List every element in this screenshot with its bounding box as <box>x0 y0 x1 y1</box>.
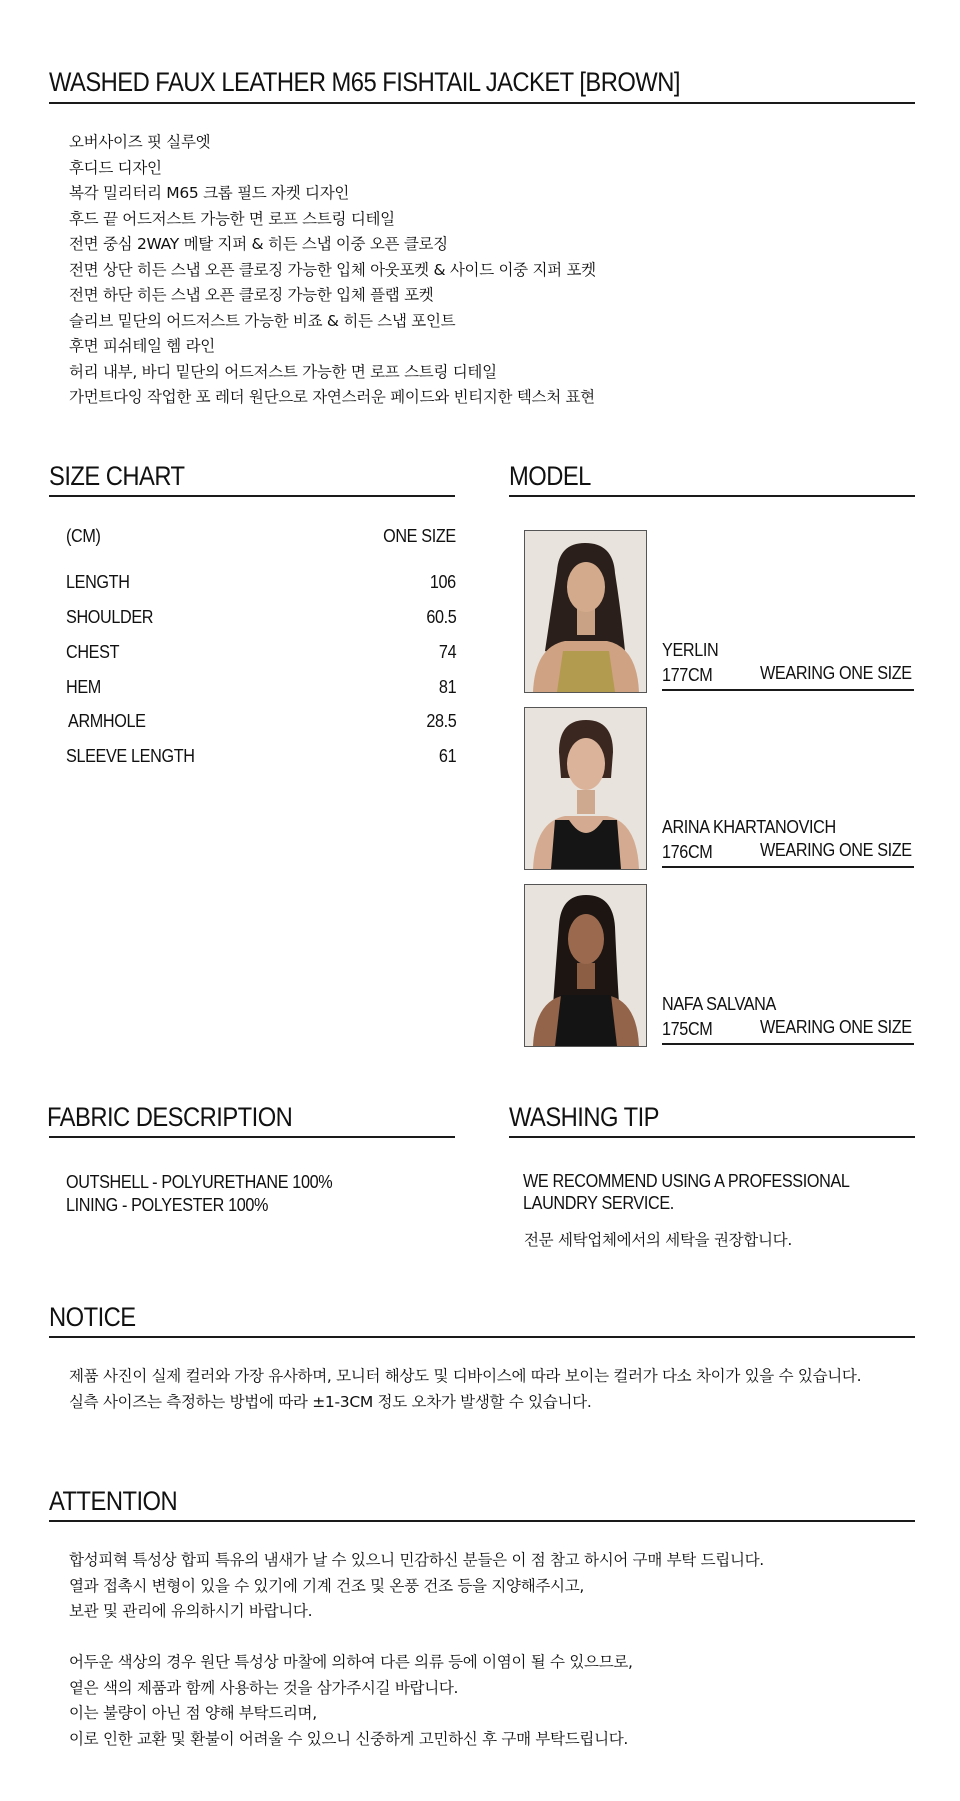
feature-item: 후디드 디자인 <box>69 158 162 177</box>
portrait-image <box>525 708 646 869</box>
fabric-line: OUTSHELL - POLYURETHANE 100% <box>66 1172 333 1192</box>
size-row <box>66 607 456 631</box>
size-row <box>66 677 456 701</box>
model-height: 176CM <box>662 842 713 862</box>
attention-line: 보관 및 관리에 유의하시기 바랍니다. <box>69 1602 313 1620</box>
size-row-value: 74 <box>438 642 456 662</box>
size-row-label: SHOULDER <box>66 607 154 627</box>
attention-line: 어두운 색상의 경우 원단 특성상 마찰에 의하여 다른 의류 등에 이염이 될 수 있으므로, <box>69 1653 633 1671</box>
portrait-image <box>525 885 646 1046</box>
washing-line: WE RECOMMEND USING A PROFESSIONAL <box>523 1171 850 1191</box>
attention-line: 이는 불량이 아닌 점 양해 부탁드리며, <box>69 1704 317 1722</box>
washing-heading: WASHING TIP <box>509 1102 659 1132</box>
model-wearing: WEARING ONE SIZE <box>760 663 912 683</box>
model-name: NAFA SALVANA <box>662 994 776 1014</box>
model-divider <box>509 495 915 497</box>
size-row <box>66 642 456 666</box>
notice-line: 실측 사이즈는 측정하는 방법에 따라 ±1-3CM 정도 오차가 발생할 수 있습니다. <box>69 1392 592 1411</box>
size-row-value: 28.5 <box>425 711 456 731</box>
size-row-label: SLEEVE LENGTH <box>66 746 195 766</box>
size-row <box>66 711 456 735</box>
size-row <box>66 746 456 770</box>
feature-item: 복각 밀리터리 M65 크롭 필드 자켓 디자인 <box>69 184 350 202</box>
model-name: YERLIN <box>662 640 719 660</box>
size-row-label: LENGTH <box>66 572 130 592</box>
fabric-divider <box>49 1136 455 1138</box>
fabric-line: LINING - POLYESTER 100% <box>66 1195 269 1215</box>
attention-heading: ATTENTION <box>49 1486 178 1516</box>
portrait-image <box>525 531 646 692</box>
attention-block-1 <box>69 1548 764 1625</box>
attention-line: 이로 인한 교환 및 환불이 어려울 수 있으니 신중하게 고민하신 후 구매 부탁드립니다. <box>69 1729 629 1748</box>
fabric-heading: FABRIC DESCRIPTION <box>47 1102 293 1132</box>
model-name: ARINA KHARTANOVICH <box>662 817 836 837</box>
attention-line: 옅은 색의 제품과 함께 사용하는 것을 삼가주시길 바랍니다. <box>69 1678 459 1697</box>
notice-heading: NOTICE <box>49 1302 136 1332</box>
model-divider-line <box>662 1043 914 1045</box>
model-height: 177CM <box>662 665 713 685</box>
size-label: ONE SIZE <box>383 526 456 546</box>
feature-item: 허리 내부, 바디 밑단의 어드저스트 가능한 면 로프 스트링 디테일 <box>69 362 497 381</box>
size-row-value: 81 <box>438 677 456 697</box>
washing-line-kr: 전문 세탁업체에서의 세탁을 권장합니다. <box>524 1231 792 1249</box>
attention-block-2 <box>69 1650 633 1752</box>
size-row <box>66 572 456 596</box>
feature-item: 후면 피쉬테일 헴 라인 <box>69 337 215 355</box>
model-divider-line <box>662 866 914 868</box>
feature-item: 전면 상단 히든 스냅 오픈 클로징 가능한 입체 아웃포켓 & 사이드 이중 지퍼 포켓 <box>69 260 596 279</box>
feature-item: 오버사이즈 핏 실루엣 <box>69 133 211 151</box>
unit-label: (CM) <box>66 526 101 546</box>
model-photo <box>524 530 647 693</box>
model-divider-line <box>662 689 914 691</box>
size-row-value: 106 <box>430 572 456 592</box>
feature-item: 전면 하단 히든 스냅 오픈 클로징 가능한 입체 플랩 포켓 <box>69 286 434 304</box>
size-row-label: HEM <box>66 677 101 697</box>
feature-item: 후드 끝 어드저스트 가능한 면 로프 스트링 디테일 <box>69 209 395 228</box>
attention-line: 합성피혁 특성상 합피 특유의 냄새가 날 수 있으니 민감하신 분들은 이 점 참고 하시어 구매 부탁 드립니다. <box>69 1551 764 1569</box>
size-row-label: CHEST <box>66 642 120 662</box>
model-wearing: WEARING ONE SIZE <box>760 840 912 860</box>
model-heading: MODEL <box>509 461 591 491</box>
feature-item: 슬리브 밑단의 어드저스트 가능한 비죠 & 히든 스냅 포인트 <box>69 311 456 330</box>
washing-line: LAUNDRY SERVICE. <box>523 1193 674 1213</box>
model-photo <box>524 884 647 1047</box>
attention-line: 열과 접촉시 변형이 있을 수 있기에 기계 건조 및 온풍 건조 등을 지양해주시고, <box>69 1576 585 1595</box>
notice-text <box>69 1364 861 1415</box>
size-row-label: ARMHOLE <box>68 711 146 731</box>
model-wearing: WEARING ONE SIZE <box>760 1017 912 1037</box>
notice-line: 제품 사진이 실제 컬러와 가장 유사하며, 모니터 해상도 및 디바이스에 따라 보이는 컬러가 다소 차이가 있을 수 있습니다. <box>69 1367 862 1385</box>
size-chart-divider <box>49 495 455 497</box>
model-photo <box>524 707 647 870</box>
feature-item: 가먼트다잉 작업한 포 레더 원단으로 자연스러운 페이드와 빈티지한 텍스처 표현 <box>69 388 595 406</box>
size-chart-header-row <box>66 526 456 550</box>
size-row-value: 60.5 <box>425 607 456 627</box>
feature-item: 전면 중심 2WAY 메탈 지퍼 & 히든 스냅 이중 오픈 클로징 <box>69 235 448 253</box>
model-height: 175CM <box>662 1019 713 1039</box>
attention-divider <box>49 1520 915 1522</box>
product-title: WASHED FAUX LEATHER M65 FISHTAIL JACKET [BROWN] <box>49 67 680 97</box>
notice-divider <box>49 1336 915 1338</box>
washing-divider <box>509 1136 915 1138</box>
title-divider <box>49 102 915 104</box>
size-chart-heading: SIZE CHART <box>49 461 185 491</box>
feature-list <box>69 130 596 411</box>
size-row-value: 61 <box>438 746 456 766</box>
